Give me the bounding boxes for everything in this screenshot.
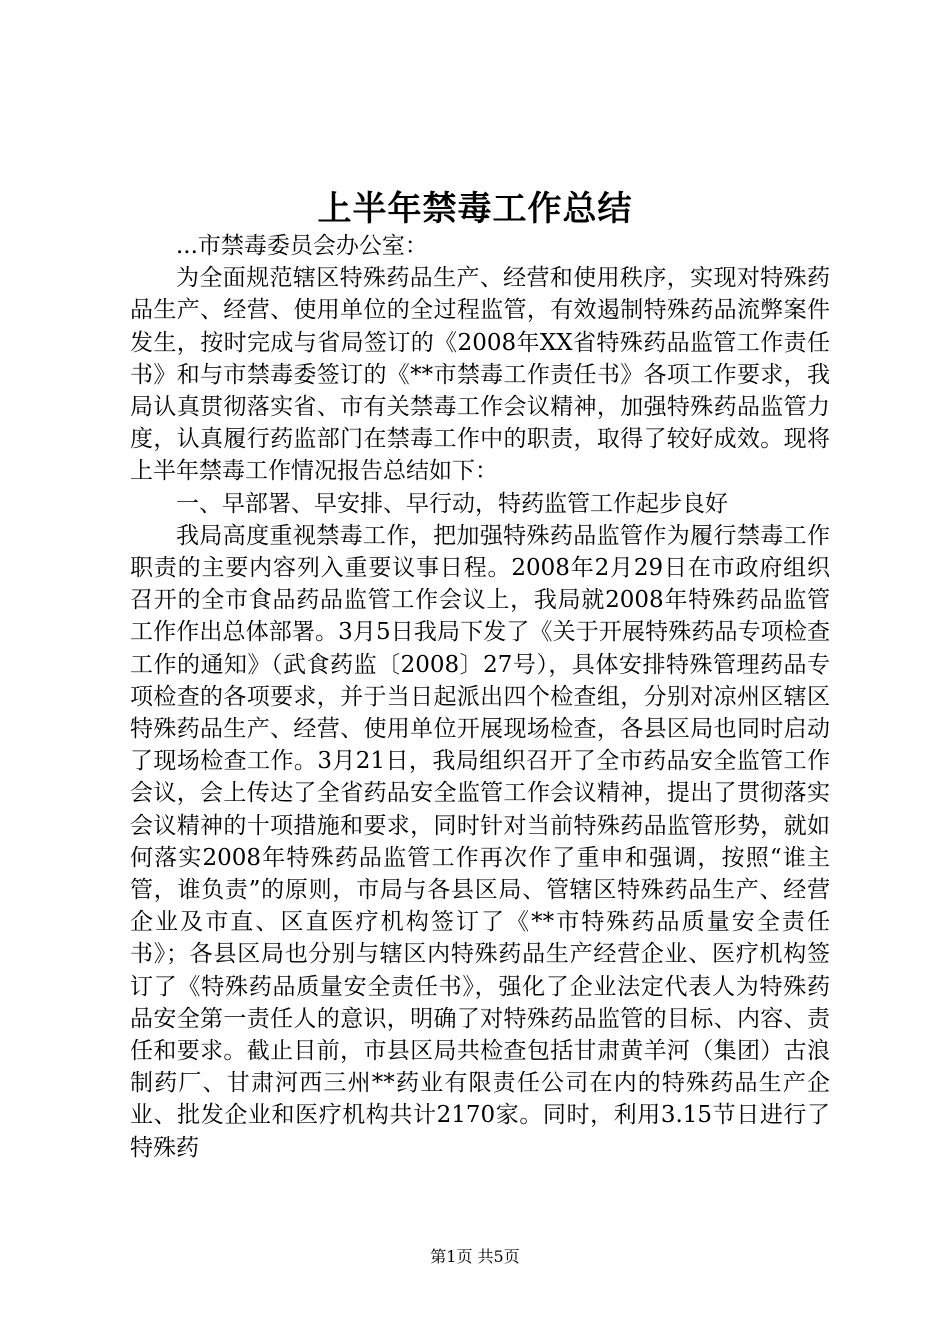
- intro-paragraph: 为全面规范辖区特殊药品生产、经营和使用秩序，实现对特殊药品生产、经营、使用单位的全过程监管，有效遏制特殊药品流弊案件发生，按时完成与省局签订的《2008年XX省特殊药品监管工作责任书》和与市禁毒委签订的《**市禁毒工作责任书》各项工作要求，我局认真贯彻落实省、市有关禁毒工作会议精神，加强特殊药品监管力度，认真履行药监部门在禁毒工作中的职责，取得了较好成效。现将上半年禁毒工作情况报告总结如下：: [130, 265, 830, 485]
- salutation-paragraph: ...市禁毒委员会办公室：: [176, 233, 428, 259]
- document-title: 上半年禁毒工作总结: [317, 189, 633, 229]
- document-body: [130, 230, 830, 1164]
- section-paragraph: 我局高度重视禁毒工作，把加强特殊药品监管作为履行禁毒工作职责的主要内容列入重要议事日程。2008年2月29日在市政府组织召开的全市食品药品监管工作会议上，我局就2008年特殊药品监管工作作出总体部署。3月5日我局下发了《关于开展特殊药品专项检查工作的通知》（武食药监〔2008〕27号），具体安排特殊管理药品专项检查的各项要求，并于当日起派出四个检查组，分别对凉州区辖区特殊药品生产、经营、使用单位开展现场检查，各县区局也同时启动了现场检查工作。3月21日，我局组织召开了全市药品安全监管工作会议，会上传达了全省药品安全监管工作会议精神，提出了贯彻落实会议精神的十项措施和要求，同时针对当前特殊药品监管形势，就如何落实2008年特殊药品监管工作再次作了重申和强调，按照“谁主管，谁负责”的原则，市局与各县区局、管辖区特殊药品生产、经营企业及市直、区直医疗机构签订了《**市特殊药品质量安全责任书》；各县区局也分别与辖区内特殊药品生产经营企业、医疗机构签订了《特殊药品质量安全责任书》，强化了企业法定代表人为特殊药品安全第一责任人的意识，明确了对特殊药品监管的目标、内容、责任和要求。截止目前，市县区局共检查包括甘肃黄羊河（集团）古浪制药厂、甘肃河西三州**药业有限责任公司在内的特殊药品生产企业、批发企业和医疗机构共计2170家。同时，利用3.15节日进行了特殊药: [130, 522, 830, 1161]
- page-number-footer: 第1页 共5页: [430, 1247, 520, 1266]
- section-heading: 一、早部署、早安排、早行动，特药监管工作起步良好: [176, 490, 728, 517]
